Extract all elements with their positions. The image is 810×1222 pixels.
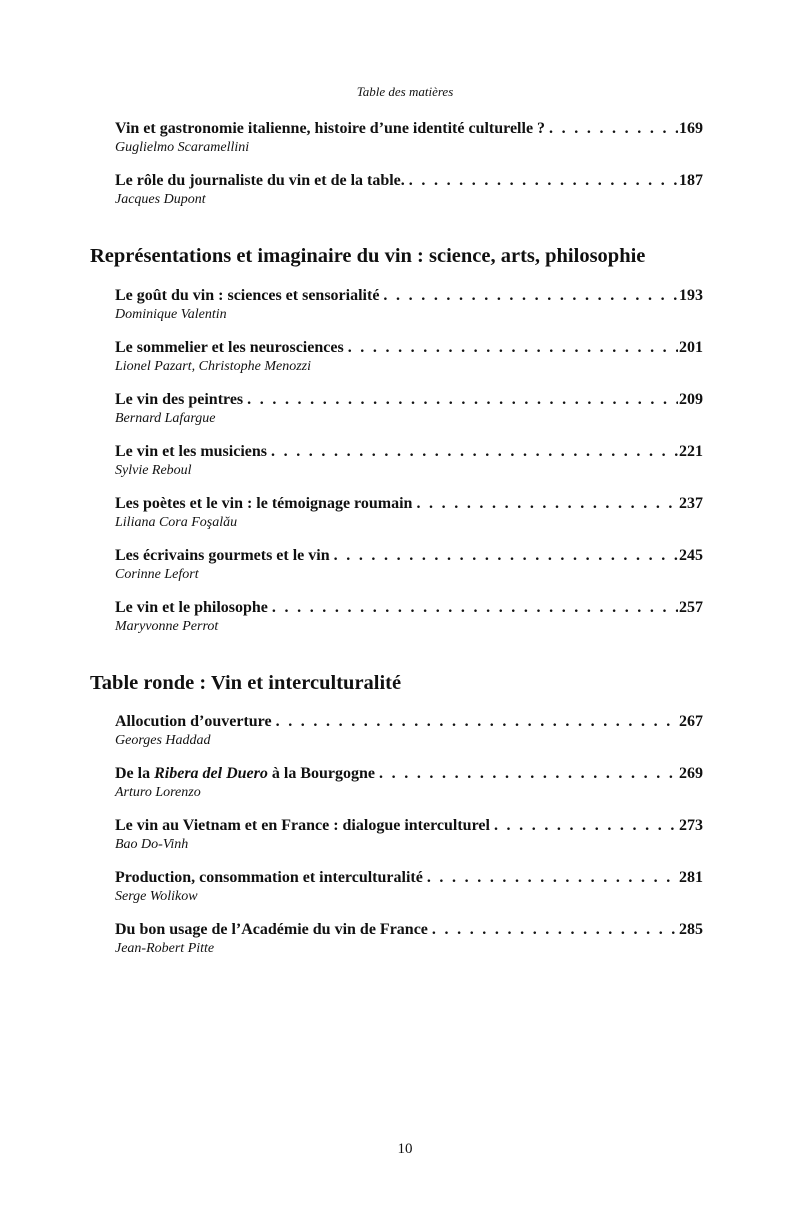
top-entries [0, 119, 810, 223]
toc-entry[interactable] [115, 920, 703, 972]
dot-leader [379, 764, 678, 784]
entry-title: Allocution d’ouverture [115, 713, 272, 730]
toc-entry[interactable] [115, 338, 703, 390]
toc-entry[interactable] [115, 494, 703, 546]
section-heading: Table ronde : Vin et interculturalité [90, 672, 402, 694]
title-italic-part: Ribera del Duero [154, 765, 268, 782]
entry-title: Le rôle du journaliste du vin et de la table. [115, 172, 405, 189]
toc-entry[interactable] [115, 712, 703, 764]
toc-entry[interactable] [115, 286, 703, 338]
page-number: 269 [679, 765, 703, 782]
entry-author: Jacques Dupont [115, 192, 206, 207]
dot-leader [276, 712, 678, 732]
dot-leader [549, 119, 678, 139]
page-number: 245 [679, 547, 703, 564]
section-entries [0, 712, 810, 972]
section-heading: Représentations et imaginaire du vin : science, arts, philosophie [90, 245, 646, 267]
entry-title: Les écrivains gourmets et le vin [115, 547, 330, 564]
page-number: 267 [679, 713, 703, 730]
entry-title: Le vin au Vietnam et en France : dialogue interculturel [115, 817, 490, 834]
dot-leader [494, 816, 678, 836]
page-number: 209 [679, 391, 703, 408]
entry-author: Sylvie Reboul [115, 463, 192, 478]
entry-title: Le sommelier et les neurosciences [115, 339, 344, 356]
entry-author: Bernard Lafargue [115, 411, 216, 426]
toc-entry[interactable] [115, 868, 703, 920]
toc-entry[interactable] [115, 598, 703, 650]
entry-author: Maryvonne Perrot [115, 619, 219, 634]
entry-title: Production, consommation et interculturalité [115, 869, 423, 886]
dot-leader [334, 546, 678, 566]
entry-author: Serge Wolikow [115, 889, 198, 904]
entry-author: Liliana Cora Foşalău [115, 515, 238, 530]
entry-author: Bao Do-Vinh [115, 837, 189, 852]
dot-leader [383, 286, 678, 306]
toc-entry[interactable] [115, 171, 703, 223]
dot-leader [427, 868, 678, 888]
dot-leader [247, 390, 678, 410]
page-number: 221 [679, 443, 703, 460]
entry-title: Du bon usage de l’Académie du vin de France [115, 921, 428, 938]
entry-title: Le vin des peintres [115, 391, 244, 408]
page-number: 187 [679, 172, 703, 189]
title-part: à la Bourgogne [267, 765, 376, 782]
entry-title: Les poètes et le vin : le témoignage roumain [115, 495, 413, 512]
entry-author: Lionel Pazart, Christophe Menozzi [115, 359, 312, 374]
running-head: Table des matières [356, 84, 454, 99]
entry-title: Le goût du vin : sciences et sensorialité [115, 287, 380, 304]
page-number: 201 [679, 339, 703, 356]
page-number: 281 [679, 869, 703, 886]
page-number: 285 [679, 921, 703, 938]
entry-author: Dominique Valentin [115, 307, 227, 322]
entry-author: Guglielmo Scaramellini [115, 140, 250, 155]
title-part: De la [115, 765, 155, 782]
entry-author: Georges Haddad [115, 733, 211, 748]
page-folio: 10 [397, 1141, 413, 1157]
dot-leader [271, 442, 678, 462]
toc-entry[interactable] [115, 119, 703, 171]
section-entries [0, 286, 810, 650]
page-number: 273 [679, 817, 703, 834]
page-number: 169 [679, 120, 703, 137]
toc-entry[interactable] [115, 546, 703, 598]
page-number: 193 [679, 287, 703, 304]
toc-entry[interactable] [115, 764, 703, 816]
toc-entry[interactable] [115, 390, 703, 442]
dot-leader [272, 598, 678, 618]
entry-title: Vin et gastronomie italienne, histoire d’une identité culturelle ? [115, 120, 546, 137]
page-number: 257 [679, 599, 703, 616]
entry-author: Jean-Robert Pitte [115, 941, 215, 956]
page-number: 237 [679, 495, 703, 512]
entry-author: Corinne Lefort [115, 567, 199, 582]
dot-leader [409, 171, 678, 191]
entry-author: Arturo Lorenzo [115, 785, 201, 800]
toc-entry[interactable] [115, 442, 703, 494]
toc-entry[interactable] [115, 816, 703, 868]
entry-title [115, 764, 375, 784]
dot-leader [416, 494, 678, 514]
entry-title: Le vin et le philosophe [115, 599, 268, 616]
dot-leader [348, 338, 678, 358]
dot-leader [432, 920, 678, 940]
entry-title: Le vin et les musiciens [115, 443, 267, 460]
